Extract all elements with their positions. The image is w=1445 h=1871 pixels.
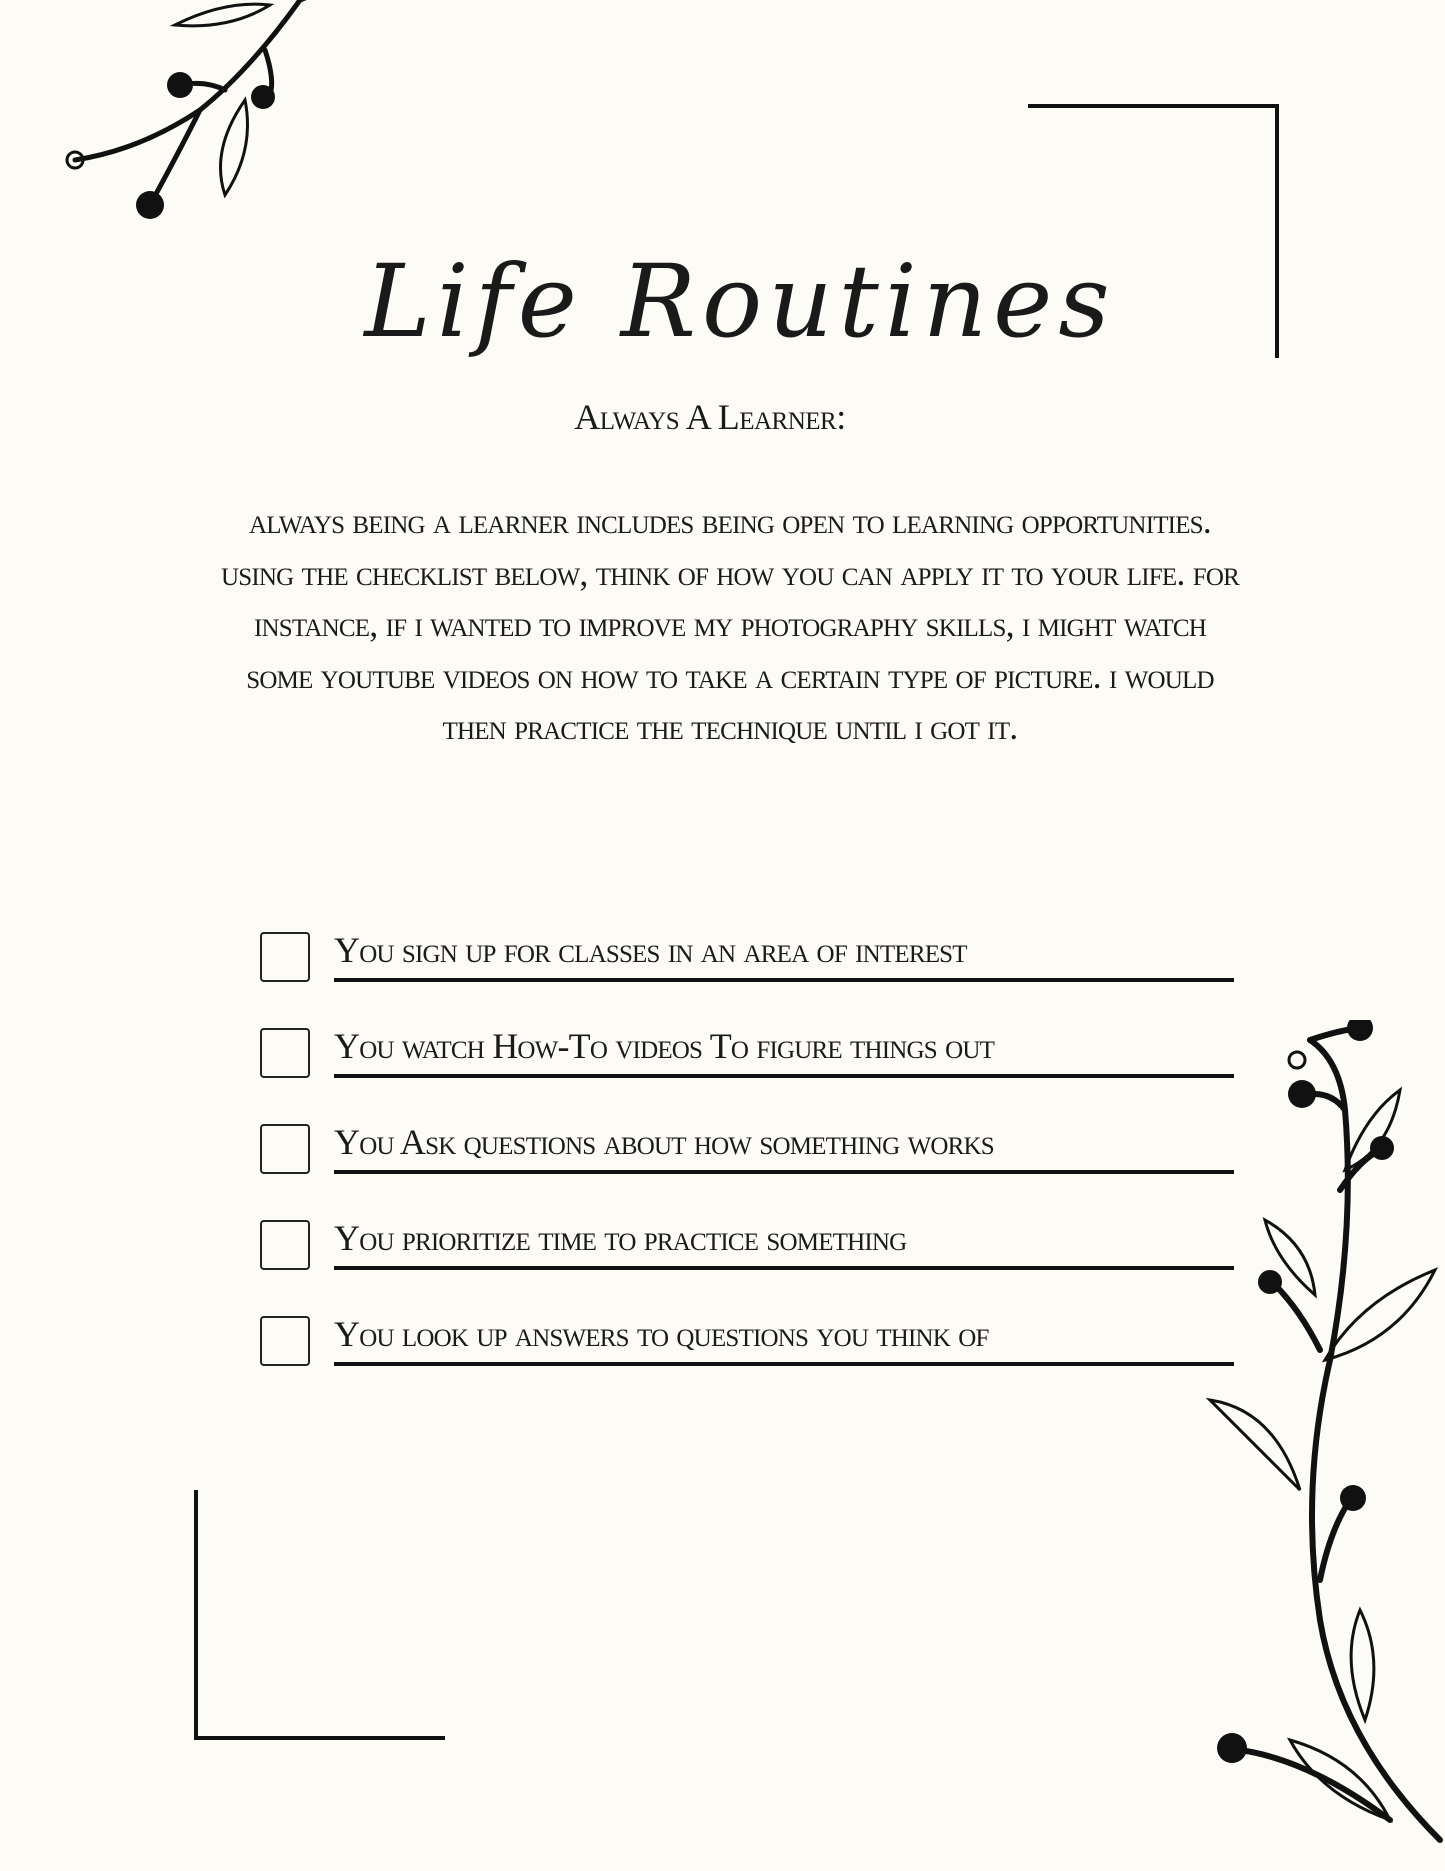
- floral-branch-icon: [1190, 1020, 1445, 1871]
- underline: [334, 1362, 1234, 1366]
- checklist-item: [260, 1120, 1235, 1180]
- underline: [334, 978, 1234, 982]
- underline: [334, 1074, 1234, 1078]
- page-title: Life Routines: [364, 243, 1116, 360]
- checklist-item-label: You sign up for classes in an area of interest: [334, 930, 967, 970]
- checklist-item-label: You Ask questions about how something works: [334, 1122, 994, 1162]
- checklist-item: [260, 1312, 1235, 1372]
- checklist-item-label: You look up answers to questions you think of: [334, 1314, 989, 1354]
- intro-paragraph: always being a learner includes being open to learning opportunities. using the checklist below, think of how you can apply it to your life. for instance, if i wanted to improve my photography skills, i might watch some youtube videos on how to take a certain type of picture. i would then practice the technique until i got it.: [221, 501, 1239, 747]
- underline: [334, 1170, 1234, 1174]
- checkbox[interactable]: [260, 932, 310, 982]
- checklist-item-label: You prioritize time to practice something: [334, 1218, 907, 1258]
- checkbox[interactable]: [260, 1316, 310, 1366]
- underline: [334, 1266, 1234, 1270]
- checklist-item: [260, 1024, 1235, 1084]
- checkbox[interactable]: [260, 1220, 310, 1270]
- checkbox[interactable]: [260, 1028, 310, 1078]
- section-heading: Always A Learner:: [574, 397, 846, 437]
- checklist-item-label: You watch How-To videos To figure things out: [334, 1026, 995, 1066]
- checkbox[interactable]: [260, 1124, 310, 1174]
- checklist-item: [260, 1216, 1235, 1276]
- checklist-item: [260, 928, 1235, 988]
